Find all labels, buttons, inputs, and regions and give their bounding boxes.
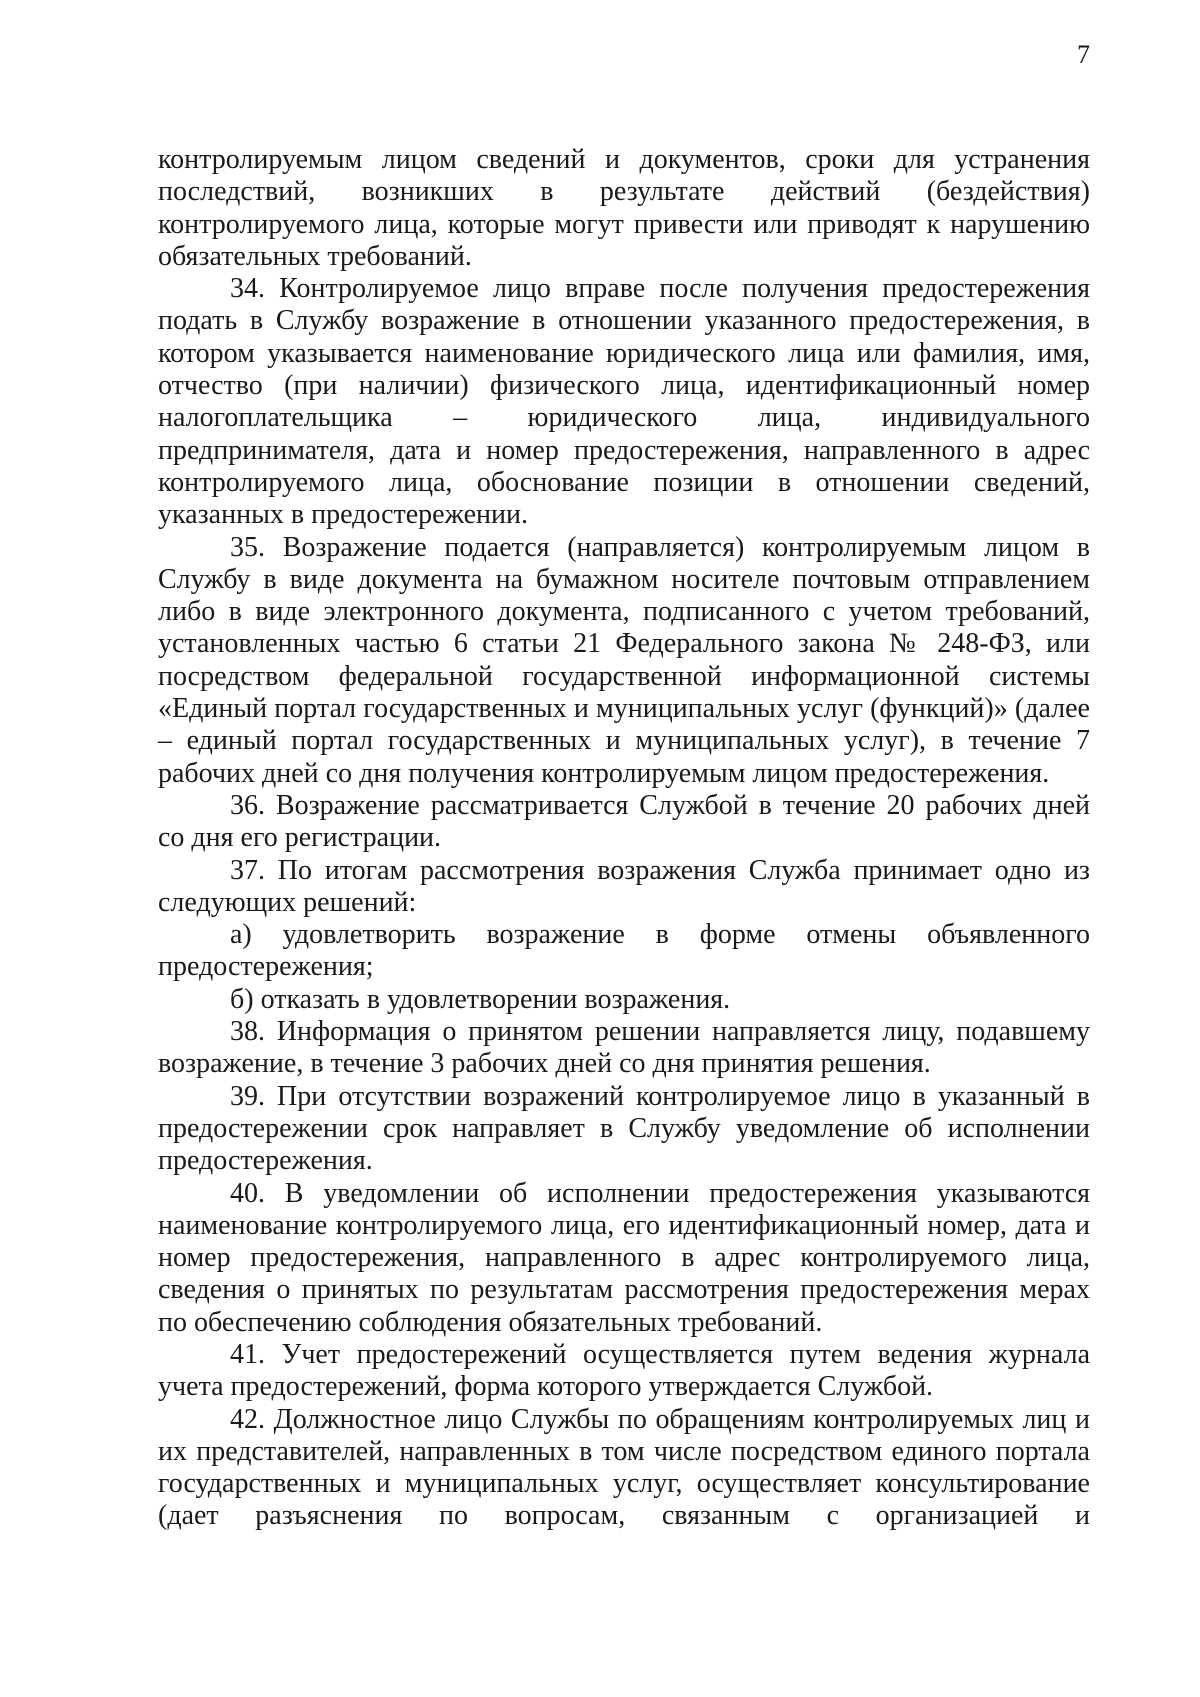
paragraph-41: 41. Учет предостережений осуществляется путем ведения журнала учета предостережений, форма которого утверждается Службой. xyxy=(158,1338,1090,1403)
page-number: 7 xyxy=(1077,40,1090,69)
paragraph-continuation: контролируемым лицом сведений и документов, сроки для устранения последствий, возникших в результате действий (бездействия) контролируемого лица, которые могут привести или приводят к нарушению обязательных требований. xyxy=(158,144,1090,272)
document-body xyxy=(158,144,1090,1533)
paragraph-38: 38. Информация о принятом решении направляется лицу, подавшему возражение, в течение 3 рабочих дней со дня принятия решения. xyxy=(158,1016,1090,1080)
paragraph-34: 34. Контролируемое лицо вправе после получения предостережения подать в Службу возражение в отношении указанного предостережения, в котором указывается наименование юридического лица или фамилия, имя, отчество (при наличии) физического лица, идентификационный номер налогоплательщика – юридического лица, индивидуального предпринимателя, дата и номер предостережения, направленного в адрес контролируемого лица, обоснование позиции в отношении сведений, указанных в предостережении. xyxy=(158,273,1090,531)
paragraph-40: 40. В уведомлении об исполнении предостережения указываются наименование контролируемого лица, его идентификационный номер, дата и номер предостережения, направленного в адрес контролируемого лица, сведения о принятых по результатам рассмотрения предостережения мерах по обеспечению соблюдения обязательных требований. xyxy=(158,1177,1090,1338)
paragraph-42: 42. Должностное лицо Службы по обращениям контролируемых лиц и их представителей, направленных в том числе посредством единого портала государственных и муниципальных услуг, осуществляет консультирование (дает разъяснения по вопросам, связанным с организацией и xyxy=(158,1403,1090,1532)
paragraph-35: 35. Возражение подается (направляется) контролируемым лицом в Службу в виде документа на бумажном носителе почтовым отправлением либо в виде электронного документа, подписанного с учетом требований, установленных частью 6 статьи 21 Федерального закона № 248-ФЗ, или посредством федеральной государственной информационной системы «Единый портал государственных и муниципальных услуг (функций)» (далее – единый портал государственных и муниципальных услуг), в течение 7 рабочих дней со дня получения контролируемым лицом предостережения. xyxy=(158,531,1090,789)
paragraph-37-a: а) удовлетворить возражение в форме отмены объявленного предостережения; xyxy=(158,919,1090,983)
paragraph-36: 36. Возражение рассматривается Службой в течение 20 рабочих дней со дня его регистрации. xyxy=(158,789,1090,854)
paragraph-37-b: б) отказать в удовлетворении возражения. xyxy=(230,983,731,1015)
paragraph-37: 37. По итогам рассмотрения возражения Служба принимает одно из следующих решений: xyxy=(158,854,1090,918)
paragraph-39: 39. При отсутствии возражений контролируемое лицо в указанный в предостережении срок направляет в Службу уведомление об исполнении предостережения. xyxy=(158,1080,1090,1177)
